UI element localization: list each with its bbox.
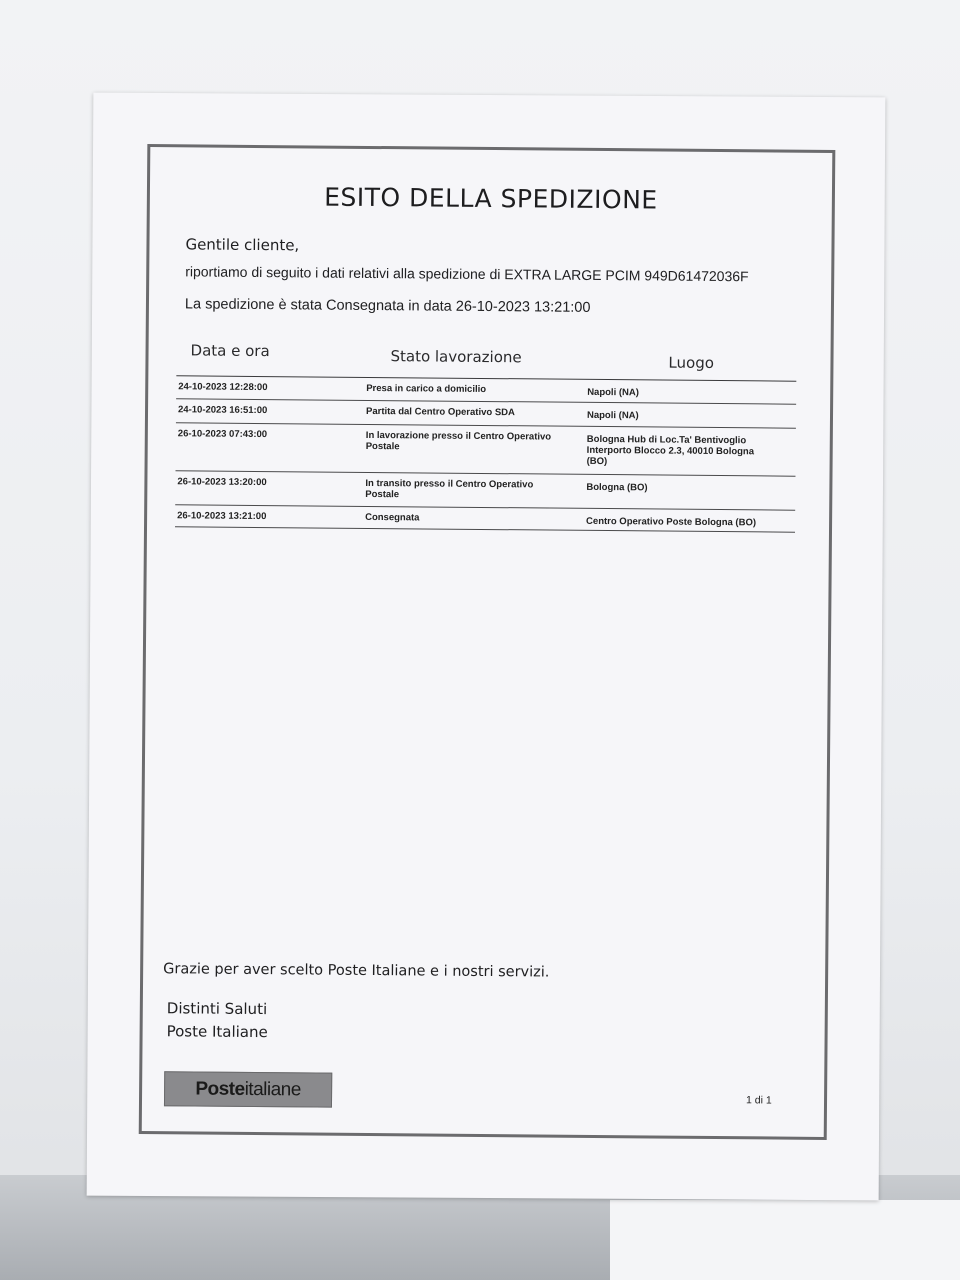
logo-bold-text: Poste <box>195 1078 245 1100</box>
document-title: ESITO DELLA SPEDIZIONE <box>324 182 658 215</box>
row-place: Bologna (BO) <box>586 481 648 494</box>
closing-line: Distinti Saluti <box>166 999 268 1019</box>
delivery-status-text: La spedizione è stata Consegnata in data 26-10-2023 13:21:00 <box>184 296 591 316</box>
row-state: Consegnata <box>365 511 420 524</box>
salutation: Gentile cliente, <box>185 235 300 255</box>
logo-text: italiane <box>244 1078 301 1101</box>
table-row <box>175 505 795 532</box>
document-frame <box>139 144 836 1140</box>
desk-edge <box>610 1200 960 1280</box>
table-row <box>175 471 795 510</box>
table-row <box>176 423 796 476</box>
intro-text: riportiamo di seguito i dati relativi alla spedizione di EXTRA LARGE PCIM 949D61472036F <box>185 263 749 285</box>
poste-italiane-logo <box>164 1071 332 1107</box>
row-date: 26-10-2023 13:20:00 <box>177 476 267 489</box>
row-place: Bologna Hub di Loc.Ta' Bentivoglio Interporto Blocco 2.3, 40010 Bologna (BO) <box>586 433 755 468</box>
header-state: Stato lavorazione <box>390 347 522 367</box>
row-date: 24-10-2023 12:28:00 <box>178 381 268 394</box>
signature-line: Poste Italiane <box>166 1022 268 1042</box>
paper-sheet <box>87 93 886 1201</box>
row-place: Napoli (NA) <box>586 409 639 422</box>
header-date: Data e ora <box>190 341 270 361</box>
row-state: In lavorazione presso il Centro Operativo Postale <box>365 429 552 453</box>
row-state: In transito presso il Centro Operativo Postale <box>365 477 534 501</box>
thanks-text: Grazie per aver scelto Poste Italiane e i nostri servizi. <box>163 961 550 981</box>
page-number: 1 di 1 <box>745 1094 772 1107</box>
row-place: Centro Operativo Poste Bologna (BO) <box>586 515 757 529</box>
row-date: 24-10-2023 16:51:00 <box>177 404 268 417</box>
header-place: Luogo <box>668 353 715 372</box>
table-header <box>176 337 796 381</box>
row-state: Partita dal Centro Operativo SDA <box>365 405 515 419</box>
row-date: 26-10-2023 13:21:00 <box>177 510 267 523</box>
row-state: Presa in carico a domicilio <box>366 382 487 395</box>
row-date: 26-10-2023 07:43:00 <box>177 428 268 441</box>
row-place: Napoli (NA) <box>587 386 639 399</box>
tracking-table <box>175 337 797 532</box>
